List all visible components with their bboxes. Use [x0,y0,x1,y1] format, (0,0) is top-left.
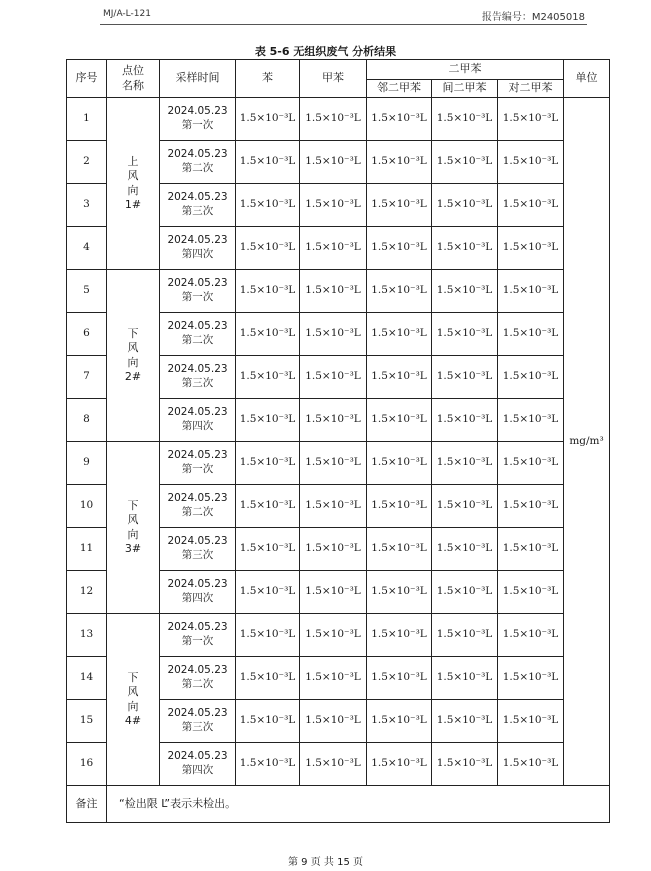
sampling-point: 下 风 向 4# [107,614,160,786]
sampling-time: 2024.05.23 第三次 [160,356,236,399]
p-xylene-value: 1.5×10⁻³L [498,528,564,571]
benzene-value: 1.5×10⁻³L [236,571,300,614]
benzene-value: 1.5×10⁻³L [236,98,300,141]
sampling-point: 下 风 向 2# [107,270,160,442]
row-number: 8 [67,399,107,442]
m-xylene-value: 1.5×10⁻³L [432,98,498,141]
sampling-time: 2024.05.23 第三次 [160,528,236,571]
m-xylene-value: 1.5×10⁻³L [432,485,498,528]
benzene-value: 1.5×10⁻³L [236,614,300,657]
sampling-time: 2024.05.23 第一次 [160,614,236,657]
row-number: 10 [67,485,107,528]
sampling-time: 2024.05.23 第二次 [160,141,236,184]
sampling-time: 2024.05.23 第一次 [160,98,236,141]
row-number: 16 [67,743,107,786]
sampling-time: 2024.05.23 第三次 [160,184,236,227]
m-xylene-value: 1.5×10⁻³L [432,442,498,485]
p-xylene-value: 1.5×10⁻³L [498,442,564,485]
row-number: 15 [67,700,107,743]
toluene-value: 1.5×10⁻³L [300,614,367,657]
p-xylene-value: 1.5×10⁻³L [498,657,564,700]
row-number: 1 [67,98,107,141]
header-time: 采样时间 [160,60,236,98]
table-caption: 表 5-6 无组织废气 分析结果 [254,45,397,58]
table-row [67,442,610,485]
p-xylene-value: 1.5×10⁻³L [498,485,564,528]
row-number: 12 [67,571,107,614]
header-point: 点位 名称 [107,60,160,98]
benzene-value: 1.5×10⁻³L [236,485,300,528]
sampling-time: 2024.05.23 第一次 [160,270,236,313]
table-row [67,270,610,313]
o-xylene-value: 1.5×10⁻³L [367,399,432,442]
o-xylene-value: 1.5×10⁻³L [367,571,432,614]
note-text: “检出限 L”表示未检出。 [107,786,610,823]
row-number: 2 [67,141,107,184]
p-xylene-value: 1.5×10⁻³L [498,141,564,184]
benzene-value: 1.5×10⁻³L [236,227,300,270]
m-xylene-value: 1.5×10⁻³L [432,614,498,657]
benzene-value: 1.5×10⁻³L [236,700,300,743]
row-number: 5 [67,270,107,313]
toluene-value: 1.5×10⁻³L [300,356,367,399]
table-row [67,98,610,141]
header-m-xylene: 间二甲苯 [432,80,498,98]
table-body [67,98,610,823]
benzene-value: 1.5×10⁻³L [236,184,300,227]
toluene-value: 1.5×10⁻³L [300,485,367,528]
m-xylene-value: 1.5×10⁻³L [432,313,498,356]
toluene-value: 1.5×10⁻³L [300,399,367,442]
o-xylene-value: 1.5×10⁻³L [367,227,432,270]
o-xylene-value: 1.5×10⁻³L [367,356,432,399]
benzene-value: 1.5×10⁻³L [236,313,300,356]
benzene-value: 1.5×10⁻³L [236,528,300,571]
sampling-time: 2024.05.23 第二次 [160,313,236,356]
sampling-time: 2024.05.23 第二次 [160,485,236,528]
row-number: 13 [67,614,107,657]
benzene-value: 1.5×10⁻³L [236,399,300,442]
benzene-value: 1.5×10⁻³L [236,141,300,184]
p-xylene-value: 1.5×10⁻³L [498,313,564,356]
header-toluene: 甲苯 [300,60,367,98]
m-xylene-value: 1.5×10⁻³L [432,184,498,227]
p-xylene-value: 1.5×10⁻³L [498,356,564,399]
header-rule [100,24,587,25]
o-xylene-value: 1.5×10⁻³L [367,442,432,485]
note-label: 备注 [67,786,107,823]
benzene-value: 1.5×10⁻³L [236,442,300,485]
p-xylene-value: 1.5×10⁻³L [498,614,564,657]
o-xylene-value: 1.5×10⁻³L [367,485,432,528]
sampling-time: 2024.05.23 第四次 [160,399,236,442]
m-xylene-value: 1.5×10⁻³L [432,743,498,786]
p-xylene-value: 1.5×10⁻³L [498,399,564,442]
sampling-point: 上 风 向 1# [107,98,160,270]
o-xylene-value: 1.5×10⁻³L [367,184,432,227]
row-number: 4 [67,227,107,270]
sampling-point: 下 风 向 3# [107,442,160,614]
toluene-value: 1.5×10⁻³L [300,657,367,700]
toluene-value: 1.5×10⁻³L [300,184,367,227]
sampling-time: 2024.05.23 第四次 [160,227,236,270]
toluene-value: 1.5×10⁻³L [300,270,367,313]
m-xylene-value: 1.5×10⁻³L [432,227,498,270]
m-xylene-value: 1.5×10⁻³L [432,657,498,700]
row-number: 14 [67,657,107,700]
header-benzene: 苯 [236,60,300,98]
sampling-time: 2024.05.23 第三次 [160,700,236,743]
header-unit: 单位 [564,60,610,98]
sampling-time: 2024.05.23 第四次 [160,571,236,614]
header-o-xylene: 邻二甲苯 [367,80,432,98]
p-xylene-value: 1.5×10⁻³L [498,571,564,614]
toluene-value: 1.5×10⁻³L [300,743,367,786]
page-footer: 第 9 页 共 15 页 [288,857,363,868]
p-xylene-value: 1.5×10⁻³L [498,270,564,313]
header-p-xylene: 对二甲苯 [498,80,564,98]
p-xylene-value: 1.5×10⁻³L [498,184,564,227]
benzene-value: 1.5×10⁻³L [236,743,300,786]
row-number: 6 [67,313,107,356]
m-xylene-value: 1.5×10⁻³L [432,141,498,184]
note-row [67,786,610,823]
p-xylene-value: 1.5×10⁻³L [498,227,564,270]
toluene-value: 1.5×10⁻³L [300,141,367,184]
o-xylene-value: 1.5×10⁻³L [367,270,432,313]
table-row [67,614,610,657]
o-xylene-value: 1.5×10⁻³L [367,98,432,141]
o-xylene-value: 1.5×10⁻³L [367,700,432,743]
o-xylene-value: 1.5×10⁻³L [367,313,432,356]
toluene-value: 1.5×10⁻³L [300,313,367,356]
toluene-value: 1.5×10⁻³L [300,227,367,270]
m-xylene-value: 1.5×10⁻³L [432,528,498,571]
header-xylene-group: 二甲苯 [367,60,564,80]
toluene-value: 1.5×10⁻³L [300,571,367,614]
unit-cell: mg/m³ [564,98,610,786]
toluene-value: 1.5×10⁻³L [300,98,367,141]
m-xylene-value: 1.5×10⁻³L [432,270,498,313]
benzene-value: 1.5×10⁻³L [236,270,300,313]
header-seq: 序号 [67,60,107,98]
benzene-value: 1.5×10⁻³L [236,657,300,700]
sampling-time: 2024.05.23 第二次 [160,657,236,700]
p-xylene-value: 1.5×10⁻³L [498,743,564,786]
m-xylene-value: 1.5×10⁻³L [432,399,498,442]
m-xylene-value: 1.5×10⁻³L [432,571,498,614]
benzene-value: 1.5×10⁻³L [236,356,300,399]
p-xylene-value: 1.5×10⁻³L [498,98,564,141]
sampling-time: 2024.05.23 第一次 [160,442,236,485]
m-xylene-value: 1.5×10⁻³L [432,356,498,399]
sampling-time: 2024.05.23 第四次 [160,743,236,786]
o-xylene-value: 1.5×10⁻³L [367,141,432,184]
o-xylene-value: 1.5×10⁻³L [367,743,432,786]
p-xylene-value: 1.5×10⁻³L [498,700,564,743]
row-number: 3 [67,184,107,227]
report-number: 报告编号：M2405018 [481,12,585,23]
document-code: MJ/A-L-121 [103,9,151,19]
analysis-results-table [66,59,610,823]
m-xylene-value: 1.5×10⁻³L [432,700,498,743]
o-xylene-value: 1.5×10⁻³L [367,614,432,657]
row-number: 11 [67,528,107,571]
o-xylene-value: 1.5×10⁻³L [367,657,432,700]
row-number: 9 [67,442,107,485]
toluene-value: 1.5×10⁻³L [300,528,367,571]
row-number: 7 [67,356,107,399]
toluene-value: 1.5×10⁻³L [300,442,367,485]
o-xylene-value: 1.5×10⁻³L [367,528,432,571]
toluene-value: 1.5×10⁻³L [300,700,367,743]
